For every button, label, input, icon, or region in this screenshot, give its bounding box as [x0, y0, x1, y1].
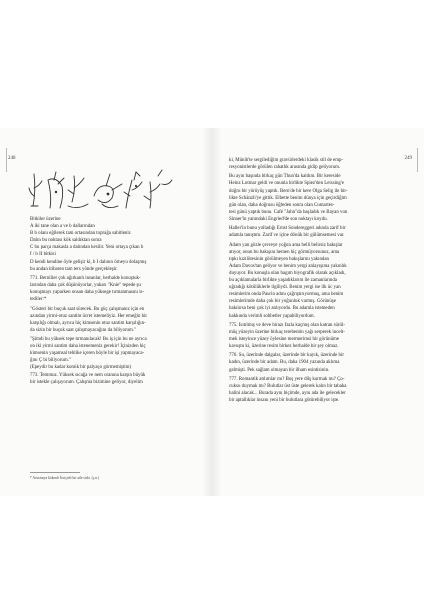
text-line: Adam Davos'tan geliyor ve benim yergi anlayışıma yakınlık: [229, 263, 347, 269]
text-line: ğını Ç bi biliyorum.": [30, 358, 71, 364]
text-line: bu açıklamalarla birlikte yaşadıklarım ile zamanlarında: [229, 278, 337, 284]
footnote: * Avusturya kökenli İsviçreli bir aile sirki. (ç.n.): [30, 476, 100, 480]
text-line: (Epeydir bu kadar komik bir palyaço görmemiştim): [30, 365, 132, 371]
text-line: da sizin bir buçuk saat çalışmayacağını da biliyorum.": [30, 327, 137, 333]
text-line: hakkında verimli sohbetler yapabiliyordum.: [229, 313, 315, 319]
text-line: uğradığı kötülüklerle ilgiliydi. Benim yergi ise ilk üc yan: [229, 285, 341, 291]
text-line: mek isteyince yüzey öylesine mermerimsi bir görünüme: [229, 337, 340, 342]
left-page: [0, 128, 213, 496]
text-line: larından daha çok düşünüyorlar, yukarı "Knie" tepede şu: [30, 283, 141, 289]
text-line: likte Schänzli'ye gittik. Elbette benim dünya için geçirdiğim: [229, 195, 347, 201]
text-line: Sinner'in yanındaki Engried'de son noktayı koydu.: [229, 216, 328, 222]
text-line: Bu ayın başında birkaç gün Thun'da kaldım. Bir kereside: [229, 174, 341, 180]
text-line: gelmişti. Pek sağlam olmayan bir ilham esintisinin.: [229, 367, 330, 373]
right-margin-rule: [417, 148, 418, 172]
right-page: [212, 128, 424, 496]
text-line: A iki tane olan a ve b dallarından: [30, 224, 95, 230]
text-line: "Şimdi bu yüksek tepe tırmanılacak! Bu iş için bu ne ayrıca: [30, 337, 147, 343]
left-page-text: [30, 216, 190, 386]
text-line: cuksu duymak mı? Bulutlar üst üste gelerek kalın bir tabaka: [229, 383, 347, 389]
text-line: gün olan, daha doğrusu öğleden sonra olan Cumartes-: [229, 202, 335, 208]
left-page-number: 248: [8, 156, 16, 161]
text-line: atıyor, onun bu bakışını hemen hiç görmüyorsunuz, ama: [229, 249, 340, 255]
text-line: bir aptallıklar insanı yeni bir bulutlara götürebiliyor işte.: [229, 398, 340, 404]
text-line: f / b II bitkisi: [30, 252, 56, 258]
text-line: tesi günü yaptık bunu. Café "Jahn"da başladık ve Bayan von: [229, 209, 348, 215]
text-line: bir istekle çalışıyorum. Çalışma bizimine geliyor, diyelim: [30, 379, 143, 385]
text-line: ki, Münih'te sergilediğim gravürlerdeki klasik stil de emp-: [229, 158, 344, 163]
text-line: halini alacak... Burada aynı biçimde, aynı ada ile gelecekler: [229, 391, 346, 397]
gutter-shadow-left: [202, 128, 212, 496]
text-line: Bitkiler üzerine: [30, 217, 61, 222]
text-line: müş yüzeyin üzerine birkaç terebentin yağı serperek incelt-: [229, 329, 345, 335]
right-page-number: 249: [404, 156, 412, 161]
text-line: kimsenin yaşamsal tehlike içeren böyle bir işi yapmayaca-: [30, 351, 145, 357]
gutter-shadow-right: [212, 128, 222, 496]
text-line: 775. Isıtılmış ve deve birazı fazla kaçmış olan katran sürül-: [229, 322, 345, 328]
text-line: tediler:*: [30, 297, 47, 303]
text-line: Haller'in bunu yolladığı Ernst Sondereggeri adında zarif bir: [229, 226, 346, 232]
text-line: adamla tanıştım. Zarif ve içine dönük bir gülümsemesi var.: [229, 233, 345, 239]
text-line: D kendi kendine öyle gelişir ki, b I dalının örneyu dolaşmış: [30, 259, 147, 265]
text-line: duyuyor. Bu konuşla olan bagım biyografik olarak açıkladı,: [229, 270, 346, 276]
text-line: 773. Temmuz. Yüksek sıcağa ve nem oranına karşın büyük: [30, 372, 146, 378]
text-line: kavuştu ki, üzerine resim birkez herhalde bir şey olmaz.: [229, 344, 339, 350]
right-page-text: [229, 157, 399, 404]
text-line: resimlerimde daha çok bir yoğunluk varmış. Görünüşe: [229, 299, 336, 305]
text-line: on iki yirmi santim daha istenemeniz gerekir! İçinizden hiç: [30, 344, 146, 350]
text-line: B b olanı eğilerek tam ortasından toprağa sabitlenir.: [30, 231, 132, 237]
text-line: tıpkı kızılötesinin görülmeyen bakışlarını yakından: [229, 256, 329, 262]
text-line: azından yirmi-otuz santim ücret istemeliyiz. Her emeğin bir: [30, 313, 148, 319]
text-line: Heinz Lotmar geldi ve onunla birlikte Spiez'den Leissing'e: [229, 181, 344, 187]
text-line: bu andan itibaren tam ters yönde gerçekleşir.: [30, 266, 118, 272]
text-line: Dalın bu noktası kök saldıktan sonra: [30, 238, 102, 244]
text-line: 771. Bernliler çok ağırkanlı insanlar, herhalde konuştuk-: [30, 275, 141, 281]
text-line: doğru bir yürüyüş yaptık. Bern'de bir kere Olga Selig ile bir-: [229, 188, 348, 194]
text-line: Adam yan gözle çevreye yoğun ama belli belirsiz bakışlar: [229, 242, 343, 248]
text-line: resimlerim onda Pascin adını çağrıştırıyormuş, ama benim: [229, 292, 344, 298]
text-line: konuşmayı yaparken onsan daha yüksege tırmanmasını is-: [30, 290, 145, 296]
footnote-divider: [30, 472, 80, 473]
text-line: C bu parça makasla a dalından kesilir. Yeni ortaya çıkan b: [30, 245, 144, 251]
plant-sketch-illustration: [28, 166, 178, 214]
text-line: bakılırsa beni çok iyi anlıyordu. Bu adamla istemeden: [229, 306, 335, 312]
text-line: "Gösteri bir buçuk saat sürecek. Bu güç çalışmanız için en: [30, 306, 145, 312]
text-line: 777. Romantik atılımlar mı? Boş yere dilş kurmak mı? Ço-: [229, 376, 345, 382]
text-line: kadın, üzerinde bir adam. Bu, daha 1904 yazında aklıma: [229, 360, 340, 366]
open-book-spread: [0, 128, 424, 496]
left-margin-rule: [6, 148, 7, 172]
text-line: karşılığı olmalı, ayrıca hiç kimsenin otuz santim karşılığın-: [30, 320, 146, 326]
text-line: resyonistlerde görülen rahatlık arasında gidip geliyorum.: [229, 165, 341, 171]
text-line: 776. Su, üzerinde dalgalar, üzerinde bir kayık, üzerinde bir: [229, 353, 344, 359]
